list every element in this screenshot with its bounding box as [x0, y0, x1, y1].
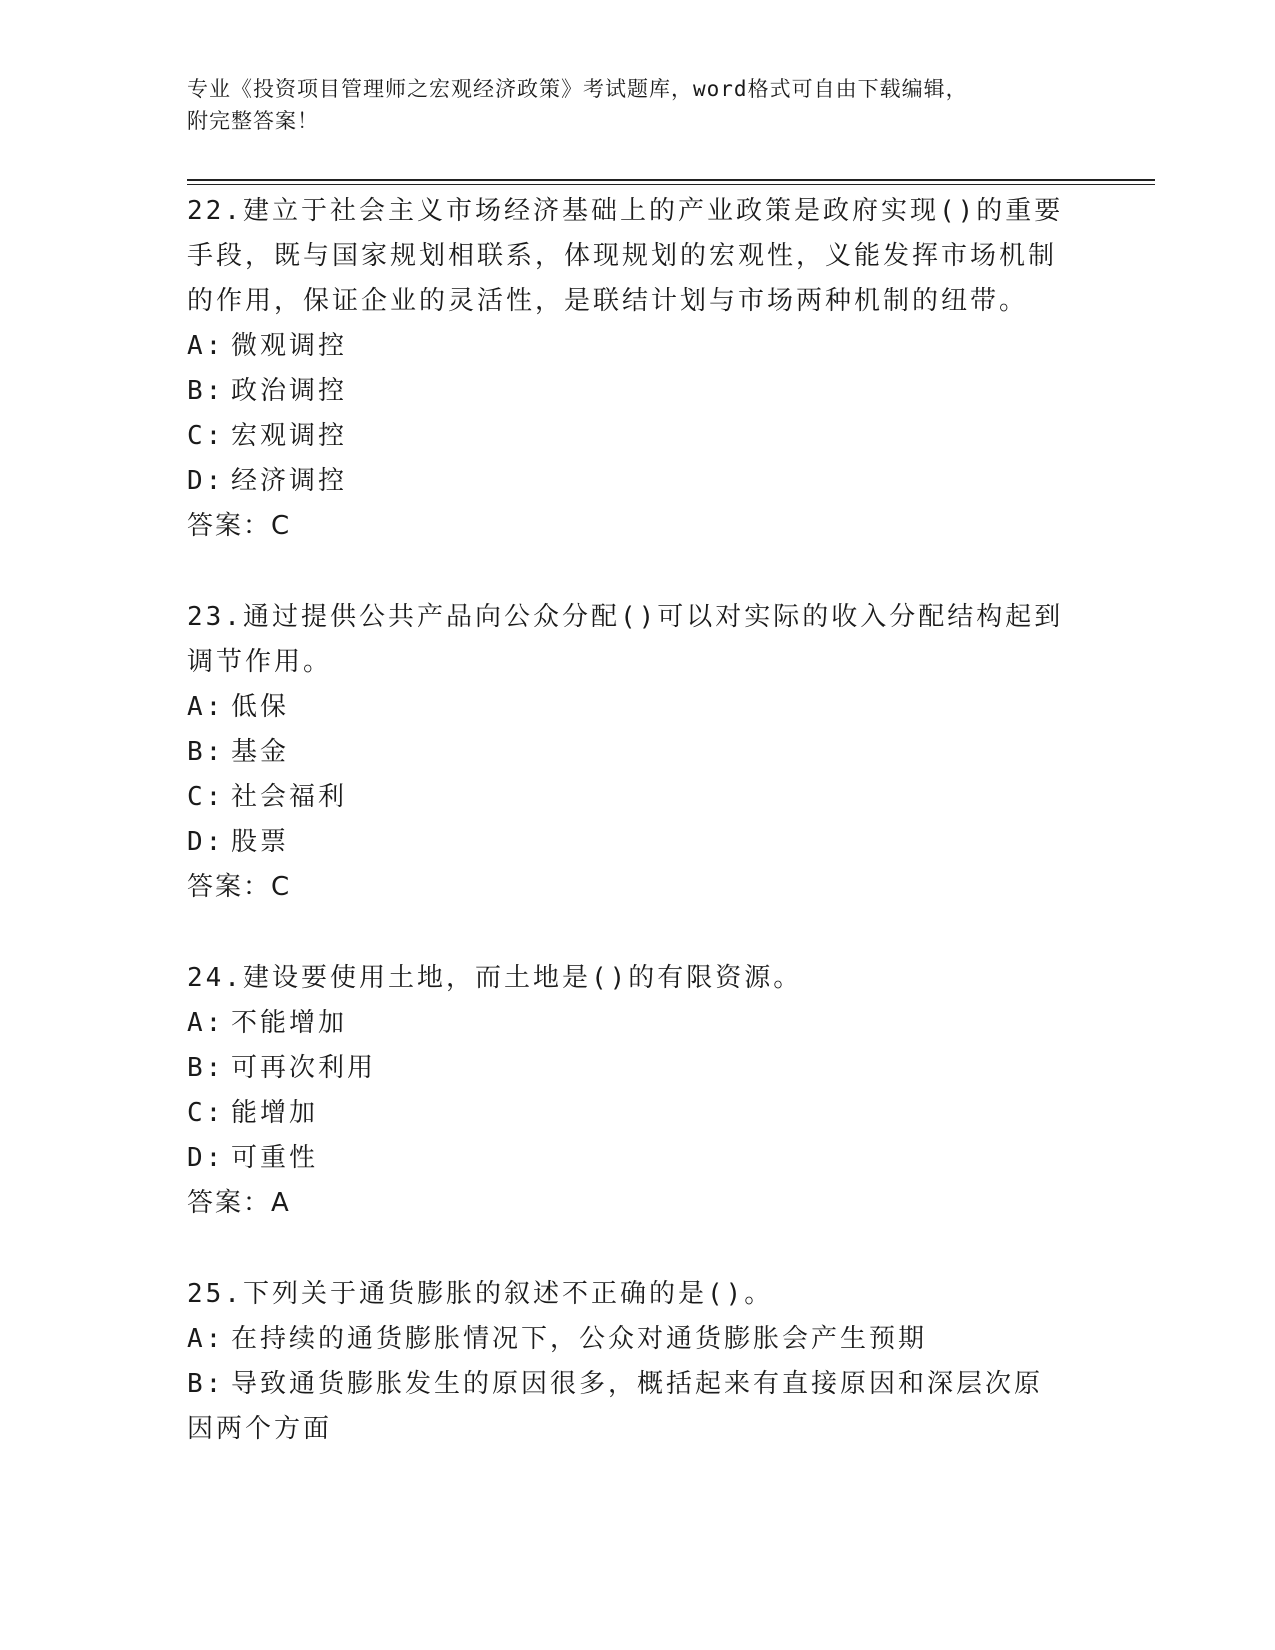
option-key: B: — [187, 737, 225, 767]
question-25 — [187, 1272, 1067, 1452]
option-text: 不能增加 — [231, 1008, 348, 1038]
option-b — [187, 1046, 1067, 1091]
option-text: 导致通货膨胀发生的原因很多，概括起来有直接原因和深层次原因两个方面 — [187, 1369, 1044, 1444]
option-a — [187, 1001, 1067, 1046]
option-key: A: — [187, 1324, 225, 1354]
option-text: 低保 — [231, 692, 290, 722]
answer-line: 答案：C — [187, 872, 292, 902]
header-line-2: 附完整答案！ — [187, 109, 319, 133]
question-stem: 22.建立于社会主义市场经济基础上的产业政策是政府实现()的重要手段，既与国家规划相联系，体现规划的宏观性，义能发挥市场机制的作用，保证企业的灵活性，是联结计划与市场两种机制的纽带。 — [187, 196, 1064, 316]
question-stem: 25.下列关于通货膨胀的叙述不正确的是()。 — [187, 1279, 774, 1309]
header-line-1: 专业《投资项目管理师之宏观经济政策》考试题库，word格式可自由下载编辑， — [187, 77, 968, 101]
answer-line: 答案：C — [187, 511, 292, 541]
option-b — [187, 730, 1067, 775]
option-a — [187, 1317, 1067, 1362]
question-22 — [187, 189, 1067, 549]
option-key: D: — [187, 827, 225, 857]
option-key: A: — [187, 331, 225, 361]
option-text: 可再次利用 — [231, 1053, 377, 1083]
option-text: 宏观调控 — [231, 421, 348, 451]
option-text: 在持续的通货膨胀情况下，公众对通货膨胀会产生预期 — [231, 1324, 928, 1354]
option-text: 股票 — [231, 827, 290, 857]
option-c — [187, 414, 1067, 459]
option-c — [187, 775, 1067, 820]
option-key: A: — [187, 692, 225, 722]
option-text: 基金 — [231, 737, 290, 767]
header-rule-thick — [187, 179, 1155, 181]
document-header — [187, 73, 1047, 137]
option-d — [187, 820, 1067, 865]
option-text: 经济调控 — [231, 466, 348, 496]
question-stem: 23.通过提供公共产品向公众分配()可以对实际的收入分配结构起到调节作用。 — [187, 602, 1064, 677]
option-b — [187, 1362, 1067, 1452]
option-key: D: — [187, 466, 225, 496]
option-key: C: — [187, 782, 225, 812]
option-d — [187, 459, 1067, 504]
option-d — [187, 1136, 1067, 1181]
option-text: 可重性 — [231, 1143, 319, 1173]
option-key: D: — [187, 1143, 225, 1173]
option-text: 微观调控 — [231, 331, 348, 361]
answer-line: 答案：A — [187, 1188, 291, 1218]
header-rule-thin — [187, 184, 1155, 185]
question-24 — [187, 956, 1067, 1226]
option-key: B: — [187, 1369, 225, 1399]
option-key: B: — [187, 376, 225, 406]
option-key: C: — [187, 421, 225, 451]
option-b — [187, 369, 1067, 414]
option-text: 政治调控 — [231, 376, 348, 406]
question-list — [187, 189, 1067, 1498]
option-a — [187, 324, 1067, 369]
option-text: 社会福利 — [231, 782, 348, 812]
question-stem: 24.建设要使用土地，而土地是()的有限资源。 — [187, 963, 803, 993]
option-text: 能增加 — [231, 1098, 319, 1128]
question-23 — [187, 595, 1067, 910]
option-c — [187, 1091, 1067, 1136]
option-key: B: — [187, 1053, 225, 1083]
option-key: C: — [187, 1098, 225, 1128]
option-a — [187, 685, 1067, 730]
option-key: A: — [187, 1008, 225, 1038]
